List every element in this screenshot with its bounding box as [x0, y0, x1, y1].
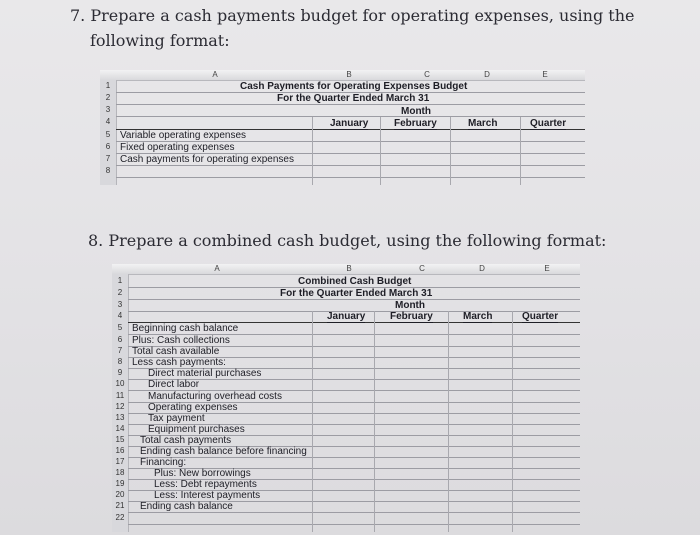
month-header: Month — [401, 106, 431, 117]
quarter-header: Quarter — [522, 311, 559, 322]
column-letter-c: C — [419, 264, 425, 273]
row-label: Beginning cash balance — [132, 323, 239, 334]
row-number: 22 — [115, 513, 125, 522]
grid-line — [116, 116, 585, 117]
row-label: Plus: Cash collections — [132, 335, 230, 346]
row-label: Manufacturing overhead costs — [148, 391, 282, 402]
column-letter-d: D — [479, 264, 485, 273]
row-number: 10 — [115, 379, 125, 388]
month-march: March — [463, 311, 493, 322]
row-number: 15 — [115, 435, 125, 444]
column-letter-a: A — [214, 264, 220, 273]
row-label: Less: Debt repayments — [154, 479, 257, 490]
row-label: Tax payment — [148, 413, 205, 424]
row-label: Total cash payments — [140, 435, 232, 446]
quarter-header: Quarter — [530, 118, 567, 129]
grid-line — [312, 311, 313, 532]
row-number: 18 — [115, 468, 125, 477]
row-number: 7 — [105, 154, 111, 163]
row-label: Direct material purchases — [148, 368, 262, 379]
month-january: January — [330, 118, 369, 129]
column-header-bar — [100, 70, 585, 81]
column-letter-b: B — [346, 70, 352, 79]
row-number: 6 — [117, 335, 123, 344]
column-letter-b: B — [346, 264, 352, 273]
grid-line — [116, 177, 585, 178]
row-number: 3 — [117, 300, 123, 309]
cash-payments-spreadsheet — [100, 70, 585, 185]
grid-line — [116, 165, 585, 166]
grid-line — [380, 117, 381, 185]
row-label: Ending cash balance before financing — [140, 446, 307, 457]
grid-line — [116, 104, 585, 105]
row-number: 13 — [115, 413, 125, 422]
row-number: 12 — [115, 402, 125, 411]
row-label: Less cash payments: — [132, 357, 226, 368]
row-number: 2 — [117, 288, 123, 297]
grid-line — [512, 311, 513, 532]
row-number: 4 — [117, 311, 123, 320]
row-number: 16 — [115, 446, 125, 455]
row-label: Operating expenses — [148, 402, 238, 413]
question-7-text: 7. Prepare a cash payments budget for operating expenses, using the — [70, 6, 635, 25]
row-number: 2 — [105, 93, 111, 102]
month-header: Month — [395, 300, 425, 311]
budget-subtitle: For the Quarter Ended March 31 — [280, 288, 433, 299]
row-label: Fixed operating expenses — [120, 142, 235, 153]
month-february: February — [390, 311, 433, 322]
row-number: 3 — [105, 105, 111, 114]
row-number: 8 — [117, 357, 123, 366]
column-letter-a: A — [212, 70, 218, 79]
column-letter-e: E — [542, 70, 548, 79]
grid-line — [520, 117, 521, 185]
row-number: 7 — [117, 346, 123, 355]
grid-line — [448, 311, 449, 532]
row-label: Plus: New borrowings — [154, 468, 251, 479]
budget-title: Combined Cash Budget — [298, 276, 412, 287]
grid-line — [374, 311, 375, 532]
column-letter-e: E — [544, 264, 550, 273]
row-number: 11 — [115, 391, 125, 400]
budget-subtitle: For the Quarter Ended March 31 — [277, 93, 430, 104]
month-march: March — [468, 118, 498, 129]
budget-title: Cash Payments for Operating Expenses Budget — [240, 81, 468, 92]
row-label: Cash payments for operating expenses — [120, 154, 294, 165]
row-number: 1 — [105, 81, 111, 90]
row-label: Equipment purchases — [148, 424, 245, 435]
question-7-text-continued: following format: — [90, 31, 230, 50]
row-label: Financing: — [140, 457, 187, 468]
row-label: Direct labor — [148, 379, 200, 390]
row-number: 4 — [105, 117, 111, 126]
row-number: 5 — [105, 130, 111, 139]
row-number: 20 — [115, 490, 125, 499]
row-number: 5 — [117, 323, 123, 332]
row-label: Variable operating expenses — [120, 130, 247, 141]
row-label: Less: Interest payments — [154, 490, 261, 501]
row-number: 8 — [105, 166, 111, 175]
grid-line — [450, 117, 451, 185]
month-january: January — [327, 311, 366, 322]
grid-line — [128, 299, 580, 300]
row-number: 19 — [115, 479, 125, 488]
column-letter-d: D — [484, 70, 490, 79]
row-number: 14 — [115, 424, 125, 433]
row-number: 17 — [115, 457, 125, 466]
row-number: 6 — [105, 142, 111, 151]
question-8-text: 8. Prepare a combined cash budget, using the following format: — [88, 231, 607, 250]
row-number: 9 — [117, 368, 123, 377]
row-number: 21 — [115, 501, 125, 510]
row-label: Total cash available — [132, 346, 220, 357]
grid-line — [312, 117, 313, 185]
combined-cash-budget-spreadsheet — [112, 264, 580, 532]
month-february: February — [394, 118, 437, 129]
row-label: Ending cash balance — [140, 501, 233, 512]
column-letter-c: C — [424, 70, 430, 79]
row-number: 1 — [117, 276, 123, 285]
